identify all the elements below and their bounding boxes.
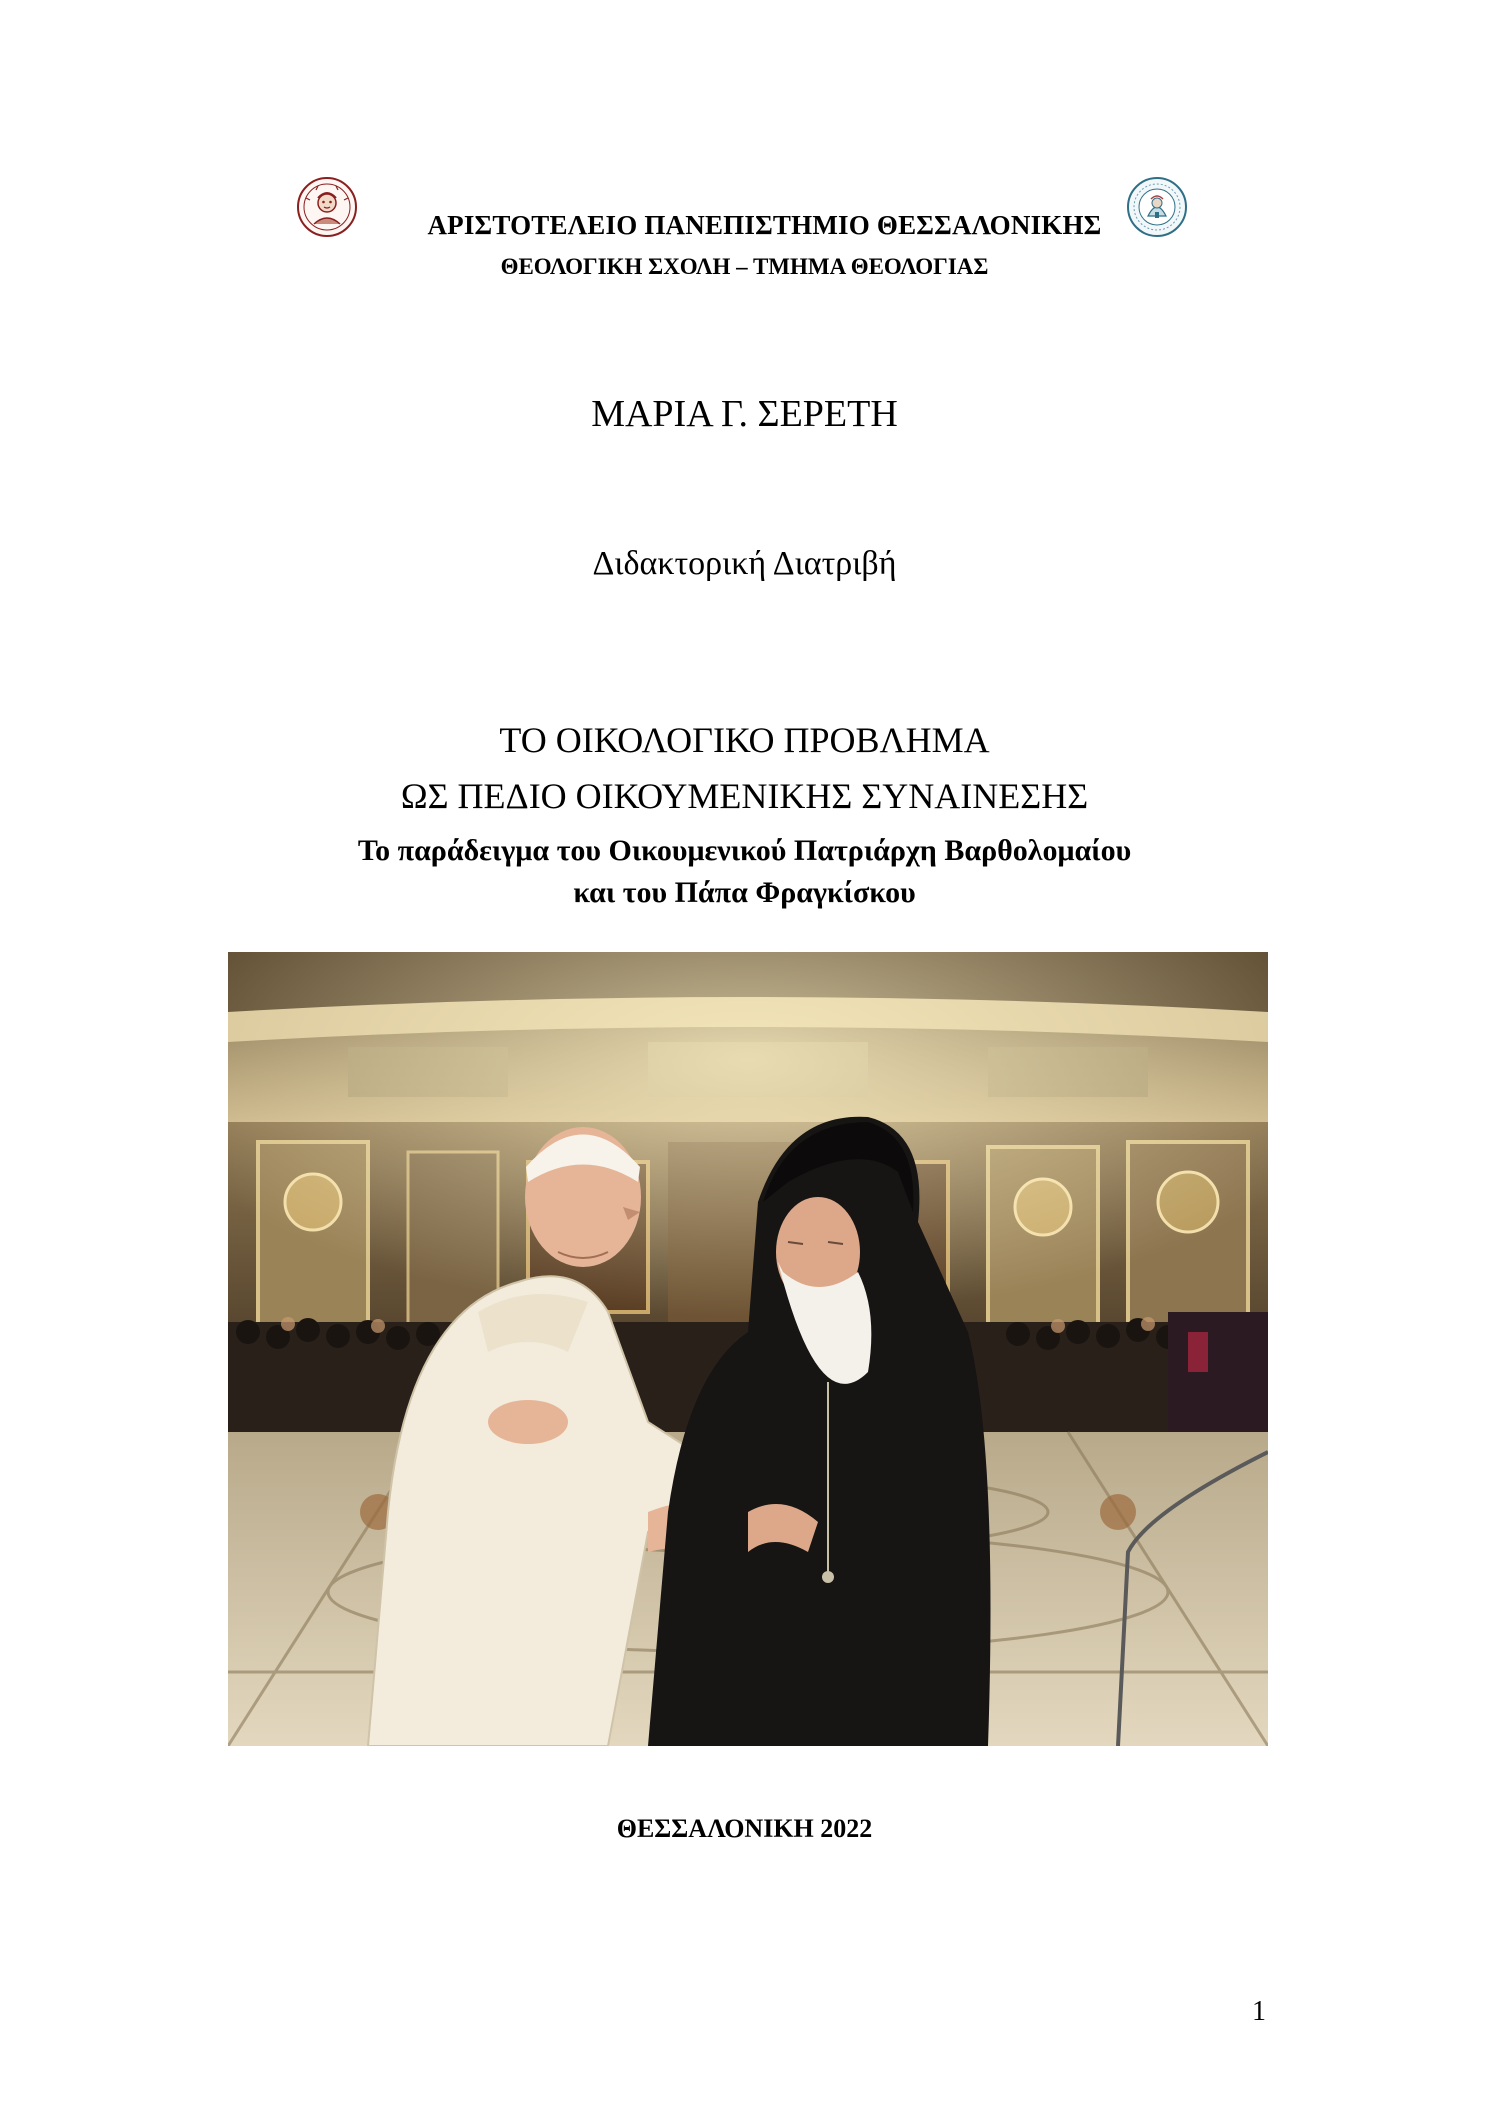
page-number: 1 <box>1252 1996 1266 2027</box>
author-name: ΜΑΡΙΑ Γ. ΣΕΡΕΤΗ <box>591 393 898 435</box>
university-name: ΑΡΙΣΤΟΤΕΛΕΙΟ ΠΑΝΕΠΙΣΤΗΜΙΟ ΘΕΣΣΑΛΟΝΙΚΗΣ <box>427 210 1102 240</box>
cover-photo-illustration <box>228 952 1268 1746</box>
document-type: Διδακτορική Διατριβή <box>592 545 897 582</box>
city-and-year: ΘΕΣΣΑΛΟΝΙΚΗ 2022 <box>616 1814 873 1843</box>
subtitle-line-1: Το παράδειγμα του Οικουμενικού Πατριάρχη Βαρθολομαίου <box>357 834 1132 867</box>
school-name: ΘΕΟΛΟΓΙΚΗ ΣΧΟΛΗ – ΤΜΗΜΑ ΘΕΟΛΟΓΙΑΣ <box>500 254 989 279</box>
cover-header <box>0 176 1489 296</box>
title-line-2: ΩΣ ΠΕΔΙΟ ΟΙΚΟΥΜΕΝΙΚΗΣ ΣΥΝΑΙΝΕΣΗΣ <box>400 776 1089 816</box>
title-line-1: ΤΟ ΟΙΚΟΛΟΓΙΚΟ ΠΡΟΒΛΗΜΑ <box>499 720 990 760</box>
cover-photo <box>228 952 1268 1746</box>
subtitle-line-2: και του Πάπα Φραγκίσκου <box>573 876 916 909</box>
